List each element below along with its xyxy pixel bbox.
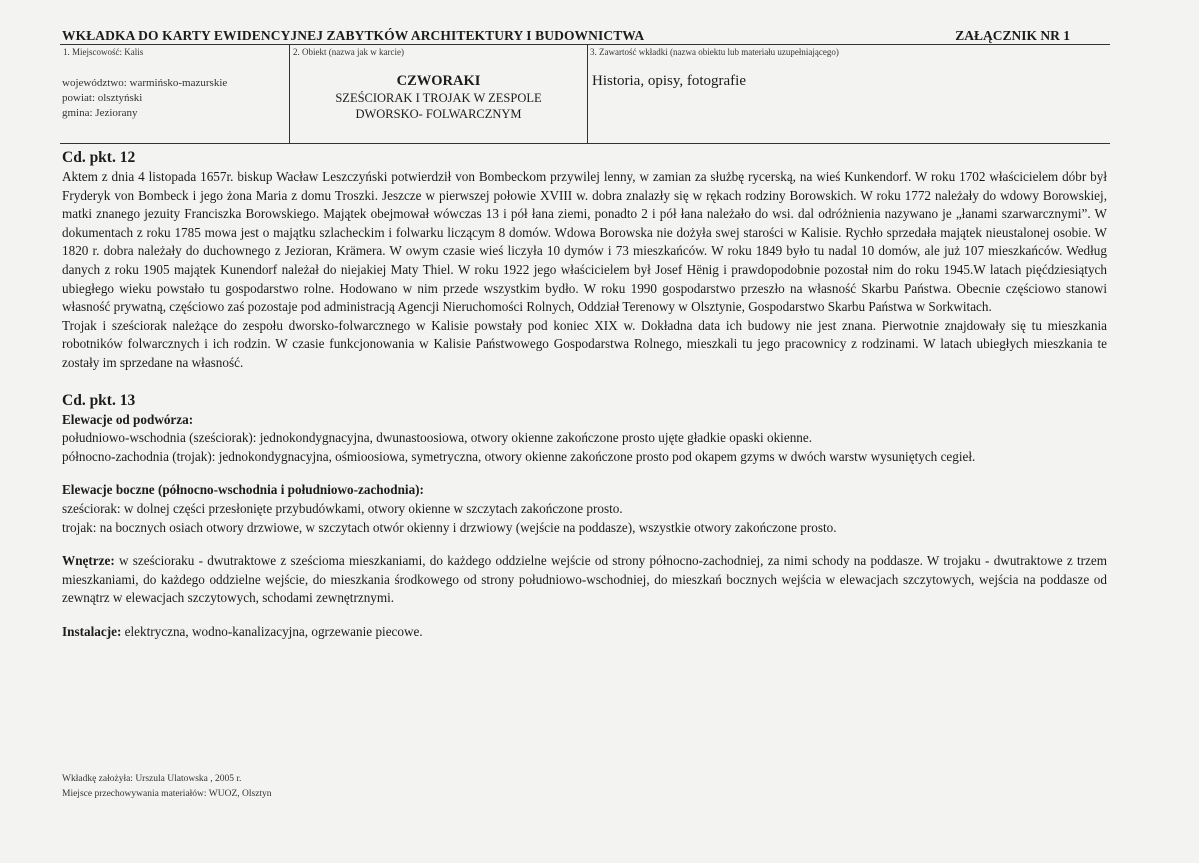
section-12-heading: Cd. pkt. 12 — [62, 149, 136, 166]
contents-value: Historia, opisy, fotografie — [592, 73, 746, 89]
side-elevation-six: sześciorak: w dolnej części przesłonięte przybudówkami, otwory okienne w szczytach zakończone prosto. — [62, 500, 623, 516]
object-description — [290, 73, 587, 122]
interior-label: Wnętrze: — [62, 553, 115, 569]
interior-paragraph — [62, 552, 1107, 608]
footer-storage: Miejsce przechowywania materiałów: WUOZ, Olsztyn — [62, 789, 272, 799]
object-cell — [289, 45, 588, 143]
courtyard-elevations-heading: Elewacje od podwórza: — [62, 411, 194, 427]
document-title: WKŁADKA DO KARTY EWIDENCYJNEJ ZABYTKÓW ARCHITEKTURY I BUDOWNICTWA — [62, 28, 645, 43]
object-label: 2. Obiekt (nazwa jak w karcie) — [293, 47, 404, 57]
contents-cell — [587, 45, 1110, 143]
footer-author: Wkładkę założyła: Urszula Ulatowska , 2005 r. — [62, 774, 242, 784]
section-12-paragraph-2: Trojak i sześciorak należące do zespołu dworsko-folwarcznego w Kalisie powstały pod koniec XIX w. Dokładna data ich budowy nie jest znana. Pierwotnie znajdowały się tu mieszkania robotników folwarcznych i ich rodzin. W czasie funkcjonowania w Kalisie Państwowego Gospodarstwa Rolnego, mieszkali tu jego pracownicy z rodzinami. W latach ubiegłych mieszkania te zostały im sprzedane na własność. — [62, 317, 1107, 370]
locality-label: 1. Miejscowość: Kalis — [63, 47, 144, 57]
locality-cell — [60, 45, 288, 143]
voivodeship: województwo: warmińsko-mazurskie — [62, 77, 228, 89]
courtyard-elevation-southeast: południowo-wschodnia (sześciorak): jednokondygnacyjna, dwunastoosiowa, otwory okienne zakończone prosto ujęte gładkie opaski okienne. — [62, 430, 813, 446]
object-line-1: SZEŚCIORAK I TROJAK W ZESPOLE — [335, 91, 542, 105]
section-12-paragraph-1: Aktem z dnia 4 listopada 1657r. biskup Wacław Leszczyński potwierdził von Bombeckom przywilej lenny, w zamian za służbę rycerską, na wieś Kunkendorf. W roku 1702 właścicielem dóbr był Fryderyk von Bombeck i jego żona Maria z domu Troszki. Jeszcze w pierwszej połowie XVIII w. dobra znalazły się w rękach rodziny Borowskich. W roku 1772 należały do wdowy Borowskiej, matki znanego jezuity Franciszka Borowskiego. Majątek obejmował wówczas 13 i pół łana ziemi, ponadto 2 i pół łana należało do wsi. dal odróżnienia nazywano je „łanami szarwarcznymi”. W dokumentach z roku 1785 mowa jest o majątku szlacheckim i folwarku liczącym 8 domów. Wdowa Borowska nie dożyła swej starości w Kalisie. Rychło sprzedała majątek nieustalonej osobie. W 1820 r. dobra należały do duchownego z Jezioran, Krämera. W owym czasie wieś liczyła 10 dymów i 73 mieszkańców. W roku 1849 było tu nadal 10 domów, ale już 107 mieszkańców. Według danych z roku 1905 majątek Kunendorf należał do niejakiej Maty Thiel. W roku 1922 jego właścicielem był Josef Hënig i prawdopodobnie pozostał nim do roku 1945.W latach pięćdziesiątych ubiegłego wieku powstało tu gospodarstwo rolne. Hodowano w nim przede wszystkim bydło. W roku 1990 gospodarstwo przeszło na własność Skarbu Państwa. Obecnie częściowo stanowi własność prywatną, częściowo zaś pozostaje pod administracją Agencji Nieruchomości Rolnych, Oddział Terenowy w Olsztynie, Gospodarstwo Skarbu Państwa w Sorkwitach. — [62, 169, 1107, 315]
object-line-2: DWORSKO- FOLWARCZNYM — [355, 107, 522, 121]
side-elevation-three: trojak: na bocznych osiach otwory drzwiowe, w szczytach otwór okienny i drzwiowy (wejście na poddasze), wszystkie otwory zakończone prosto. — [62, 519, 837, 535]
side-elevations-heading: Elewacje boczne (północno-wschodnia i południowo-zachodnia): — [62, 482, 424, 498]
installations-label: Instalacje: — [62, 623, 122, 639]
county: powiat: olsztyński — [62, 92, 143, 104]
installations-paragraph — [62, 623, 1107, 642]
courtyard-elevation-northwest: północno-zachodnia (trojak): jednokondygnacyjna, ośmioosiowa, symetryczna, otwory okienne zakończone prosto pod okapem gzyms w dwóch warstw wysuniętych cegieł. — [62, 448, 976, 464]
object-name: CZWORAKI — [396, 73, 481, 89]
info-table — [60, 45, 1110, 144]
document-footer — [62, 772, 272, 802]
interior-text: w sześcioraku - dwutraktowe z sześcioma mieszkaniami, do każdego oddzielne wejście od strony północno-zachodniej, za nimi schody na poddasze. W trojaku - dwutraktowe z trzem mieszkaniami, do każdego oddzielne wejście, do mieszkania środkowego od strony południowo-wschodniej, do mieszkań bocznych wejścia w elewacjach szczytowych, wejścia na poddasze od zewnątrz w elewacjach szczytowych, schodami zewnętrznymi. — [62, 553, 1107, 606]
contents-label: 3. Zawartość wkładki (nazwa obiektu lub materiału uzupełniającego) — [590, 47, 839, 57]
section-13-heading: Cd. pkt. 13 — [62, 391, 136, 409]
annex-number: ZAŁĄCZNIK NR 1 — [955, 28, 1070, 43]
installations-text: elektryczna, wodno-kanalizacyjna, ogrzewanie piecowe. — [124, 623, 423, 639]
commune: gmina: Jeziorany — [62, 107, 138, 119]
locality-details — [62, 76, 227, 121]
document-body — [62, 148, 1107, 641]
